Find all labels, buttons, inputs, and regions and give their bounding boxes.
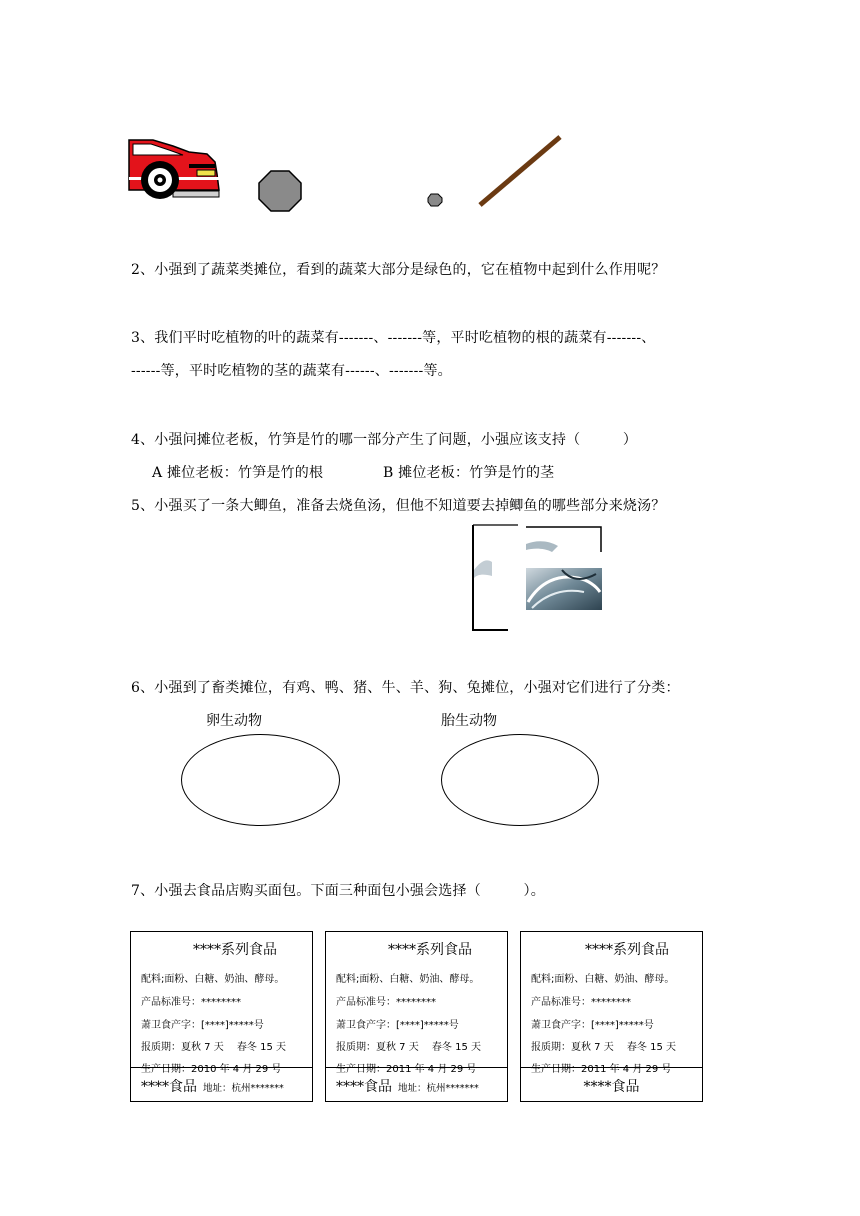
question-4-option-b: B 摊位老板：竹笋是竹的茎 bbox=[383, 465, 555, 481]
card-standard: 产品标准号：******** bbox=[336, 997, 436, 1008]
card-shelf-life: 报质期：夏秋 7 天 春冬 15 天 bbox=[336, 1042, 481, 1053]
question-7: 7、小强去食品店购买面包。下面三种面包小强会选择（ ）。 bbox=[131, 883, 545, 899]
card-title: ****系列食品 bbox=[193, 942, 277, 958]
pebble-icon bbox=[427, 193, 443, 207]
card-title: ****系列食品 bbox=[388, 942, 472, 958]
card-brand: ****食品 bbox=[141, 1079, 197, 1095]
question-3-line-1: 3、我们平时吃植物的叶的蔬菜有-------、-------等，平时吃植物的根的蔬菜有-------、 bbox=[131, 330, 656, 346]
bread-label-card-2[interactable] bbox=[325, 931, 508, 1102]
oviparous-label: 卵生动物 bbox=[206, 713, 262, 729]
question-3-line-2: ------等，平时吃植物的茎的蔬菜有------、-------等。 bbox=[131, 363, 452, 379]
question-4-option-a: A 摊位老板：竹笋是竹的根 bbox=[152, 465, 324, 481]
viviparous-oval[interactable] bbox=[441, 734, 599, 826]
card-body bbox=[131, 932, 312, 1075]
question-2: 2、小强到了蔬菜类摊位，看到的蔬菜大部分是绿色的，它在植物中起到什么作用呢？ bbox=[131, 262, 666, 278]
bread-label-card-3[interactable] bbox=[520, 931, 703, 1102]
card-footer bbox=[521, 1067, 702, 1101]
viviparous-label: 胎生动物 bbox=[441, 713, 497, 729]
question-6: 6、小强到了畜类摊位，有鸡、鸭、猪、牛、羊、狗、兔摊位，小强对它们进行了分类： bbox=[131, 680, 680, 696]
card-production-date: 生产日期：2011 年 4 月 29 号 bbox=[336, 1064, 477, 1075]
card-brand: ****食品 bbox=[583, 1079, 640, 1095]
card-production-date: 生产日期：2010 年 4 月 29 号 bbox=[141, 1064, 282, 1075]
card-address: 地址：杭州******* bbox=[398, 1083, 479, 1094]
card-title: ****系列食品 bbox=[585, 942, 669, 958]
car-icon bbox=[129, 134, 224, 206]
octagon-icon bbox=[258, 170, 302, 212]
stick-icon bbox=[476, 133, 564, 209]
card-production-date: 生产日期：2011 年 4 月 29 号 bbox=[531, 1064, 672, 1075]
oviparous-oval[interactable] bbox=[181, 734, 340, 826]
card-license: 萧卫食产字：[****]*****号 bbox=[336, 1020, 459, 1031]
card-shelf-life: 报质期：夏秋 7 天 春冬 15 天 bbox=[141, 1042, 286, 1053]
card-ingredients: 配料;面粉、白糖、奶油、酵母。 bbox=[336, 974, 480, 985]
card-ingredients: 配料;面粉、白糖、奶油、酵母。 bbox=[141, 974, 285, 985]
card-license: 萧卫食产字：[****]*****号 bbox=[531, 1020, 654, 1031]
card-body bbox=[326, 932, 507, 1075]
card-shelf-life: 报质期：夏秋 7 天 春冬 15 天 bbox=[531, 1042, 676, 1053]
card-standard: 产品标准号：******** bbox=[141, 997, 241, 1008]
card-ingredients: 配料;面粉、白糖、奶油、酵母。 bbox=[531, 974, 675, 985]
bread-label-card-1[interactable] bbox=[130, 931, 313, 1102]
card-brand: ****食品 bbox=[336, 1079, 392, 1095]
card-standard: 产品标准号：******** bbox=[531, 997, 631, 1008]
card-address: 地址：杭州******* bbox=[203, 1083, 284, 1094]
question-4: 4、小强问摊位老板，竹笋是竹的哪一部分产生了问题，小强应该支持（ ） bbox=[131, 432, 638, 448]
card-body bbox=[521, 932, 702, 1075]
card-license: 萧卫食产字：[****]*****号 bbox=[141, 1020, 264, 1031]
card-footer bbox=[326, 1067, 507, 1101]
card-footer bbox=[131, 1067, 312, 1101]
fish-image bbox=[470, 522, 606, 634]
question-5: 5、小强买了一条大鲫鱼，准备去烧鱼汤，但他不知道要去掉鲫鱼的哪些部分来烧汤？ bbox=[131, 498, 666, 514]
